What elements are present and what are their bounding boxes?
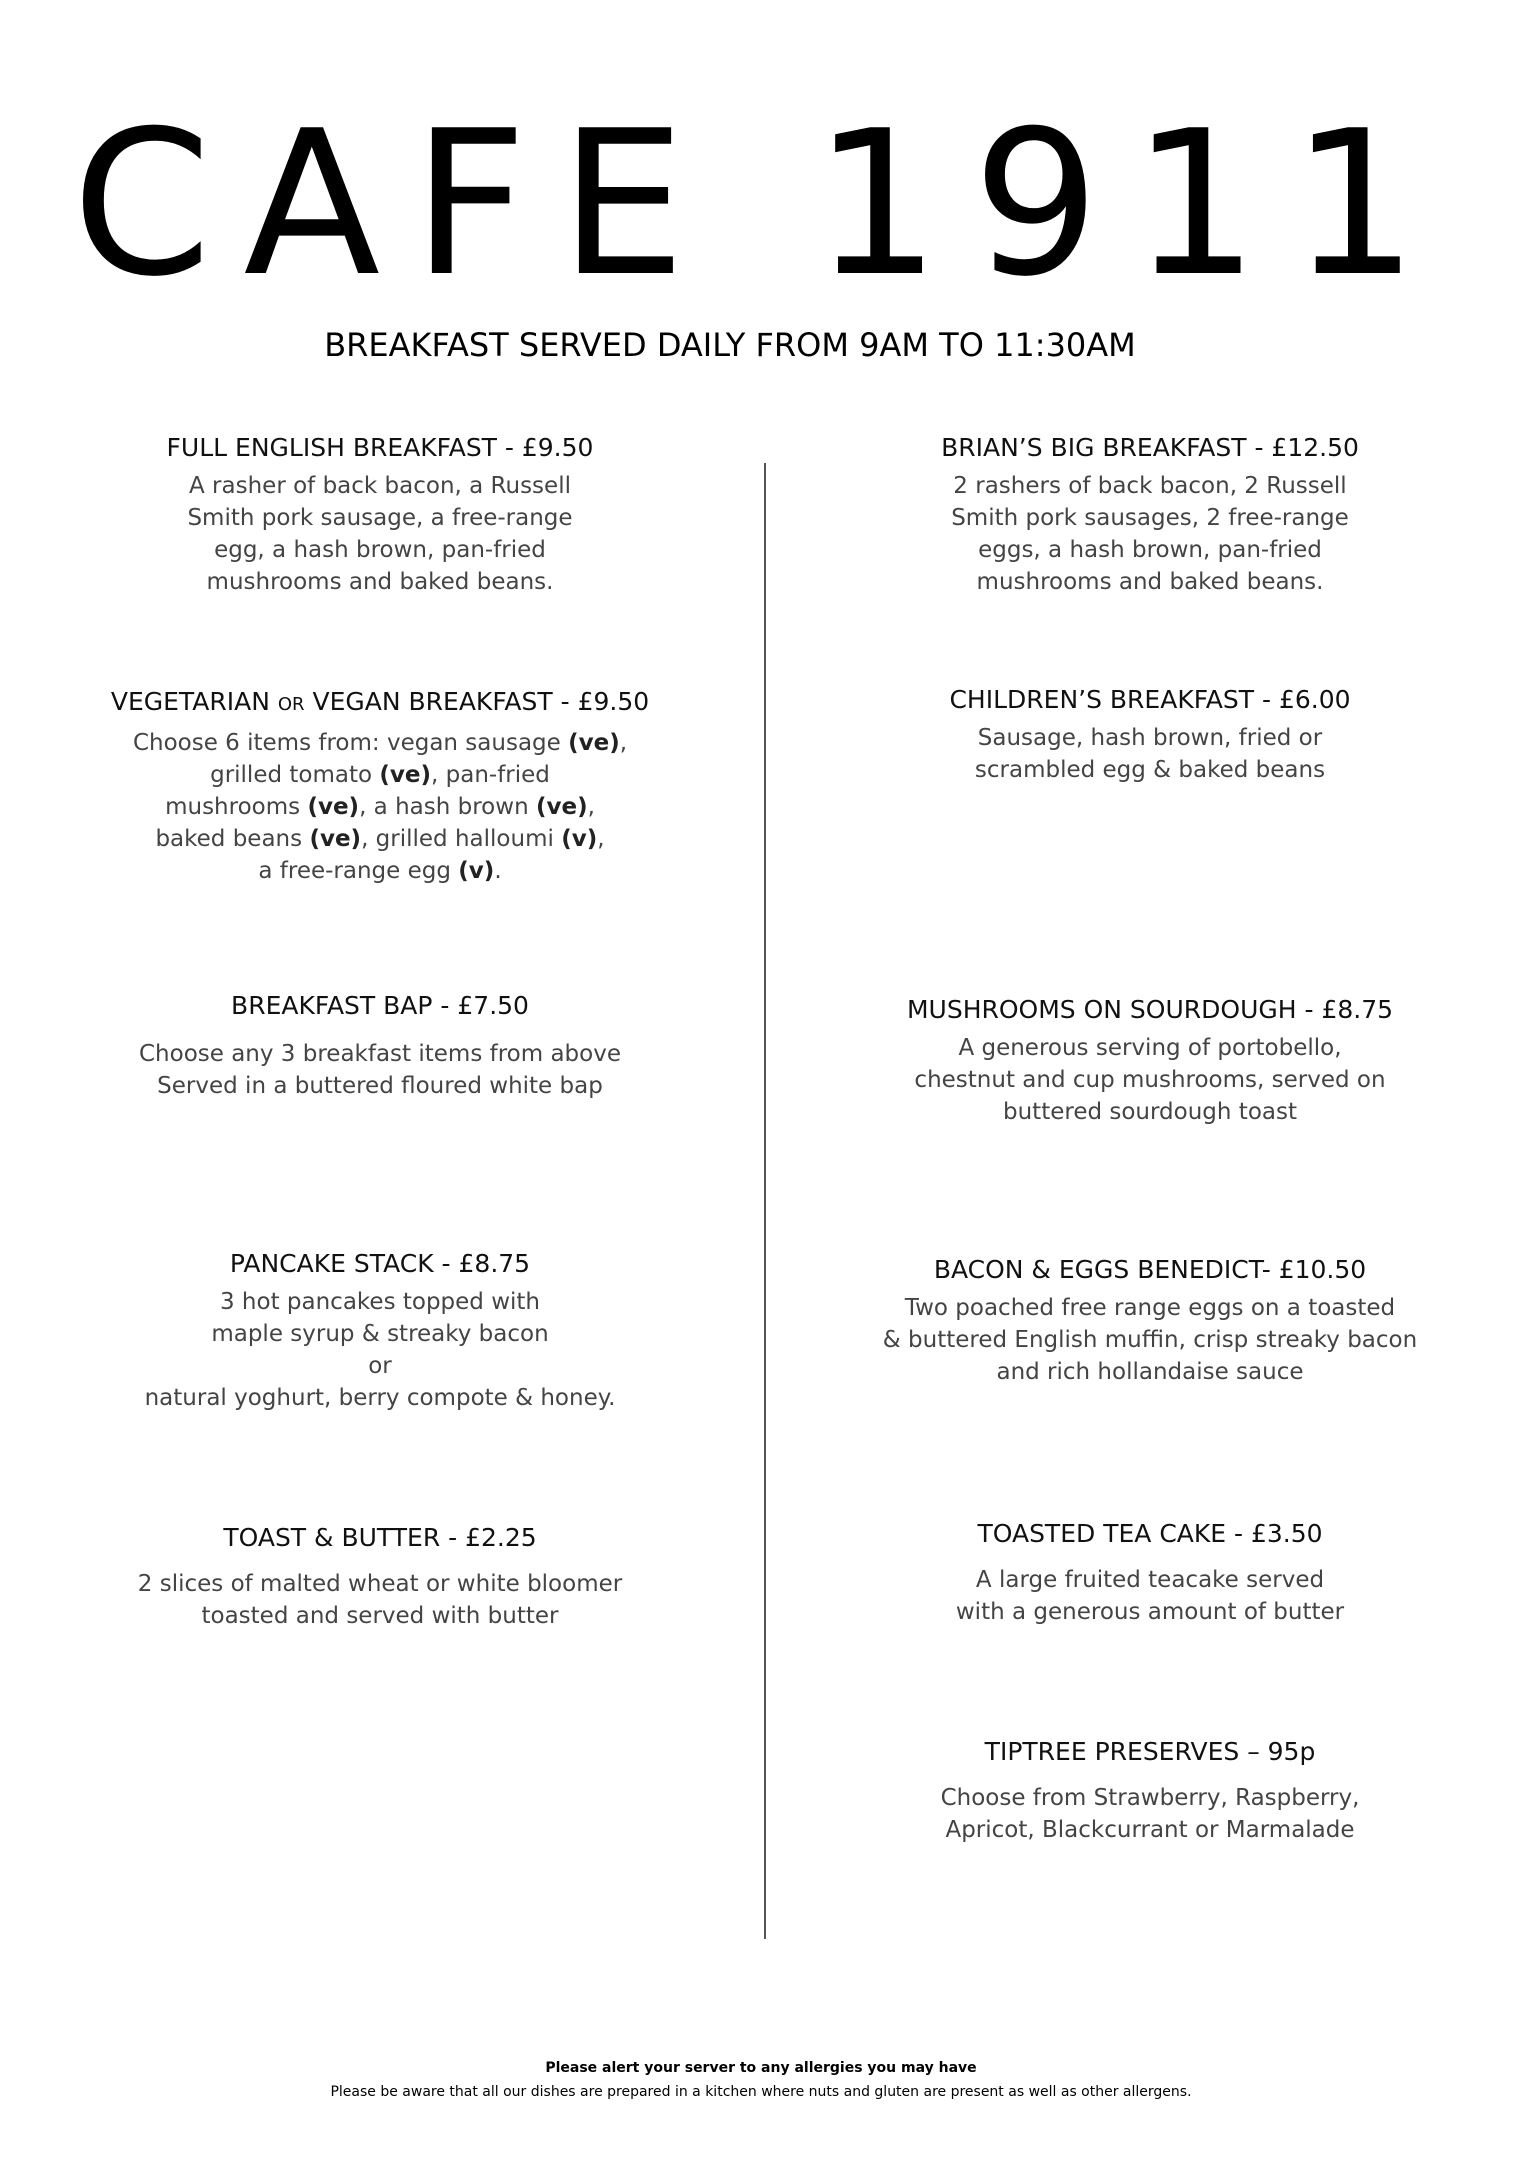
column-divider xyxy=(764,463,766,1939)
menu-item-brians-big-breakfast xyxy=(870,430,1430,598)
item-description: Choose 6 items from: vegan sausage (ve), grilled tomato (ve), pan-fried mushrooms (ve), a hash brown (ve), baked beans (ve), grilled halloumi (v), a free-range egg (v). xyxy=(132,730,628,884)
item-title: BRIAN’S BIG BREAKFAST - £12.50 xyxy=(941,433,1359,462)
item-title: TIPTREE PRESERVES – 95p xyxy=(984,1737,1316,1766)
menu-item-breakfast-bap xyxy=(100,988,660,1102)
item-description: A generous serving of portobello, chestnut and cup mushrooms, served on buttered sourdough toast xyxy=(914,1035,1386,1125)
menu-item-mushrooms-sourdough xyxy=(870,992,1430,1128)
allergy-notice: Please be aware that all our dishes are prepared in a kitchen where nuts and gluten are present as well as other allergens. xyxy=(330,2084,1192,2100)
item-description: A rasher of back bacon, a Russell Smith pork sausage, a free-range egg, a hash brown, pan-fried mushrooms and baked beans. xyxy=(187,473,573,595)
item-description: Two poached free range eggs on a toasted & buttered English muffin, crisp streaky bacon and rich hollandaise sauce xyxy=(882,1295,1418,1385)
item-title: VEGETARIAN OR VEGAN BREAKFAST - £9.50 xyxy=(110,687,650,716)
menu-item-bacon-eggs-benedict xyxy=(870,1252,1430,1388)
item-title: MUSHROOMS ON SOURDOUGH - £8.75 xyxy=(906,995,1394,1024)
menu-item-tiptree-preserves xyxy=(870,1734,1430,1846)
item-description: 2 rashers of back bacon, 2 Russell Smith pork sausages, 2 free-range eggs, a hash brown, pan-fried mushrooms and baked beans. xyxy=(951,473,1349,595)
menu-item-pancake-stack xyxy=(100,1246,660,1414)
menu-item-childrens-breakfast xyxy=(870,682,1430,786)
menu-item-full-english xyxy=(100,430,660,598)
item-title: TOAST & BUTTER - £2.25 xyxy=(223,1523,537,1552)
item-description: Choose any 3 breakfast items from above Served in a buttered floured white bap xyxy=(138,1041,621,1099)
allergy-alert: Please alert your server to any allergies you may have xyxy=(545,2060,977,2076)
item-description: Choose from Strawberry, Raspberry, Apricot, Blackcurrant or Marmalade xyxy=(940,1785,1360,1843)
menu-item-vegetarian-vegan xyxy=(100,684,660,887)
cafe-title: CAFE 1911 xyxy=(71,88,1451,321)
item-description: 3 hot pancakes topped with maple syrup & streaky bacon or natural yoghurt, berry compote & honey. xyxy=(144,1289,616,1411)
item-title: BACON & EGGS BENEDICT- £10.50 xyxy=(933,1255,1367,1284)
item-description: Sausage, hash brown, fried or scrambled egg & baked beans xyxy=(974,725,1326,783)
menu-item-toast-butter xyxy=(100,1520,660,1632)
item-title: PANCAKE STACK - £8.75 xyxy=(229,1249,531,1278)
item-title: BREAKFAST BAP - £7.50 xyxy=(231,991,529,1020)
allergen-footer xyxy=(0,2056,1522,2104)
item-title: CHILDREN’S BREAKFAST - £6.00 xyxy=(949,685,1351,714)
item-description: 2 slices of malted wheat or white bloomer toasted and served with butter xyxy=(137,1571,623,1629)
item-title: TOASTED TEA CAKE - £3.50 xyxy=(977,1519,1323,1548)
breakfast-hours: BREAKFAST SERVED DAILY FROM 9AM TO 11:30AM xyxy=(324,326,1136,364)
item-title: FULL ENGLISH BREAKFAST - £9.50 xyxy=(166,433,594,462)
item-description: A large fruited teacake served with a generous amount of butter xyxy=(955,1567,1345,1625)
menu-item-toasted-tea-cake xyxy=(870,1516,1430,1628)
